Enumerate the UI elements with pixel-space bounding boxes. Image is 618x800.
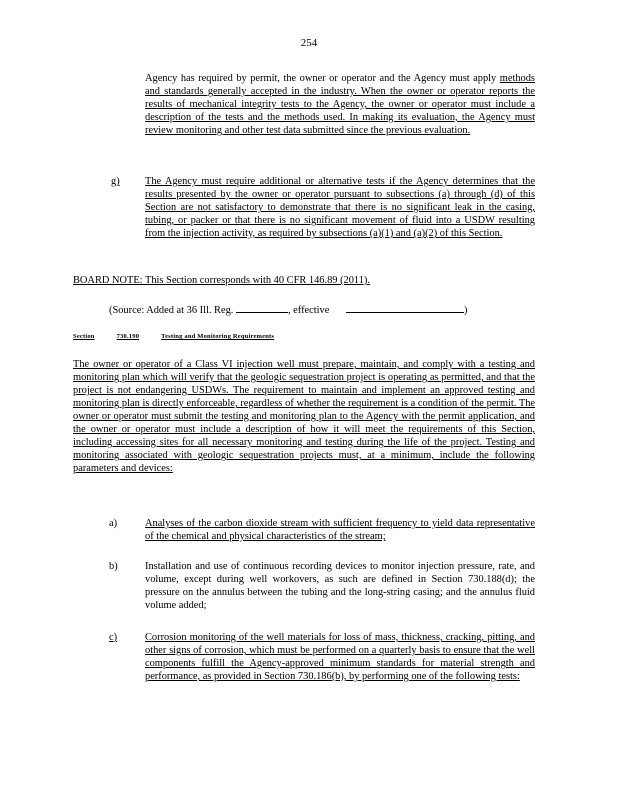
source-blank-register <box>236 302 288 313</box>
section-heading-number: 730.190 <box>116 333 140 340</box>
item-g-label: g) <box>111 176 120 187</box>
intro-underlined-text: methods and standards generally accepted in the industry. When the owner or operator reports the results of mechanical integrity tests to the Agency, the owner or operator must include a description of the tests and the methods used. In making its evaluation, the Agency must review monitoring and other test data submitted since the previous evaluation. <box>145 73 535 136</box>
intro-line: Agency has required by permit, the owner or operator and the Agency must apply <box>145 73 497 84</box>
item-g-text: The Agency must require additional or alternative tests if the Agency determines that the results presented by the owner or operator pursuant to subsections (a) through (d) of this Section are not satisfactory to demonstrate that there is no significant leak in the casing, tubing, or packer or that there is no significant movement of fluid into a USDW resulting from the injection activity, as required by subsections (a)(1) and (a)(2) of this Section. <box>145 176 535 239</box>
board-note <box>73 274 535 287</box>
item-a-paragraph <box>145 517 535 543</box>
item-b-paragraph <box>145 560 535 612</box>
board-note-text: BOARD NOTE: This Section corresponds with 40 CFR 146.89 (2011). <box>73 275 370 286</box>
item-b-label: b) <box>109 561 118 572</box>
item-b-text: Installation and use of continuous recording devices to monitor injection pressure, rate, and volume, except during well workovers, as such are defined in Section 730.188(d); the pressure on the annulus between the tubing and the long-string casing; and the annulus fluid volume added; <box>145 561 535 611</box>
item-g-paragraph <box>145 175 535 240</box>
section-heading-label: Section <box>73 333 95 340</box>
source-prefix: (Source: Added at 36 Ill. Reg. <box>109 305 234 316</box>
item-a-text: Analyses of the carbon dioxide stream with sufficient frequency to yield data representative of the chemical and physical characteristics of the stream; <box>145 518 535 542</box>
section-paragraph <box>73 358 535 475</box>
section-heading-title: Testing and Monitoring Requirements <box>161 333 275 340</box>
source-middle: , effective <box>287 305 330 316</box>
item-a-label: a) <box>109 518 118 529</box>
source-note <box>109 302 529 317</box>
item-c-text: Corrosion monitoring of the well materials for loss of mass, thickness, cracking, pitting, and other signs of corrosion, which must be performed on a quarterly basis to ensure that the well components fulfill the Agency-approved minimum standards for material strength and performance, as provided in Section 730.186(b), by performing one of the following tests: <box>145 632 535 682</box>
intro-paragraph <box>145 72 535 137</box>
item-c-label: c) <box>109 632 118 643</box>
item-c-paragraph <box>145 631 535 683</box>
section-heading <box>73 330 274 343</box>
page-number: 254 <box>300 37 318 49</box>
source-suffix: ) <box>463 305 468 316</box>
source-blank-effective <box>346 302 464 313</box>
section-paragraph-text: The owner or operator of a Class VI injection well must prepare, maintain, and comply with a testing and monitoring plan which will verify that the geologic sequestration project is operating as permitted, and that the project is not endangering USDWs. The requirement to maintain and implement an approved testing and monitoring plan is directly enforceable, regardless of whether the requirement is a condition of the permit. The owner or operator must submit the testing and monitoring plan to the Agency with the permit application, and the owner or operator must include a description of how it will meet the requirements of this Section, including accessing sites for all necessary monitoring and testing during the life of the project. Testing and monitoring associated with geologic sequestration projects must, at a minimum, include the following parameters and devices: <box>73 359 535 474</box>
